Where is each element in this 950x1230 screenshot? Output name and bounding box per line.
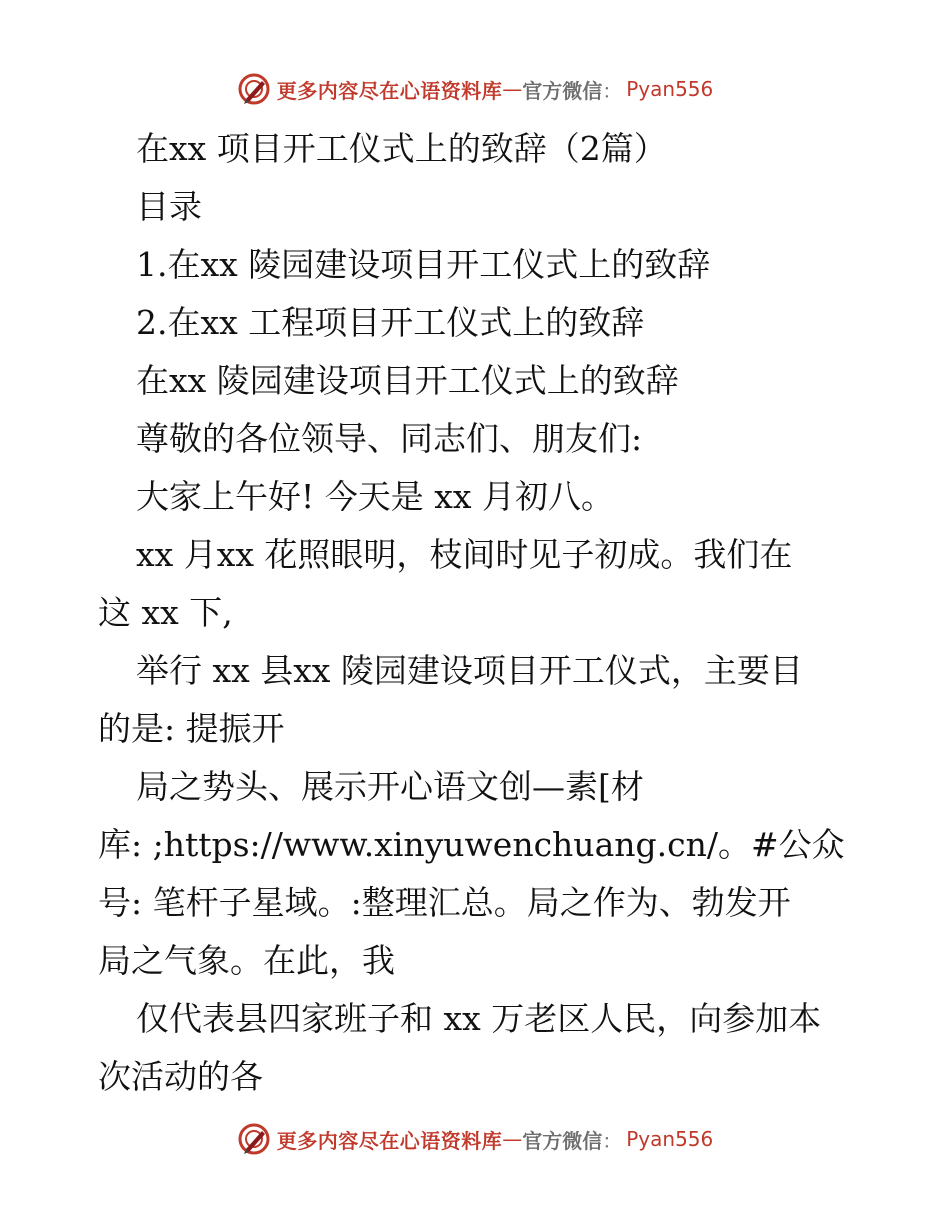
banner-colon: ：: [602, 1128, 623, 1153]
pen-logo-icon: [237, 72, 271, 106]
pen-logo-icon: [237, 1122, 271, 1156]
toc-heading: 目录: [136, 187, 202, 226]
header-banner: [0, 72, 950, 106]
banner-wechat-id: Pyan556: [626, 77, 714, 101]
paragraph-line: 这 xx 下,: [98, 593, 233, 632]
banner-separator: —: [502, 77, 523, 101]
banner-wechat-id: Pyan556: [626, 1127, 714, 1151]
banner-label: 官方微信: [522, 1128, 603, 1153]
banner-text: 更多内容尽在心语资料库: [276, 1128, 503, 1153]
toc-item-2: 2.在xx 工程项目开工仪式上的致辞: [136, 303, 645, 342]
paragraph-line: 举行 xx 县xx 陵园建设项目开工仪式，主要目: [136, 651, 803, 690]
paragraph-line: 局之气象。在此，我: [98, 941, 395, 980]
salutation: 尊敬的各位领导、同志们、朋友们:: [136, 419, 643, 458]
paragraph-line: 局之势头、展示开心语文创—素[材: [136, 767, 644, 806]
section-title: 在xx 陵园建设项目开工仪式上的致辞: [136, 361, 679, 400]
paragraph-line: 库: ;https://www.xinyuwenchuang.cn/。#公众: [98, 825, 845, 864]
paragraph-line: xx 月xx 花照眼明，枝间时见子初成。我们在: [136, 535, 793, 574]
paragraph-line: 的是: 提振开: [98, 709, 285, 748]
banner-text: 更多内容尽在心语资料库: [276, 78, 503, 103]
document-title: 在xx 项目开工仪式上的致辞（2篇）: [136, 129, 667, 168]
footer-banner: [0, 1122, 950, 1156]
toc-item-1: 1.在xx 陵园建设项目开工仪式上的致辞: [136, 245, 711, 284]
banner-separator: —: [502, 1127, 523, 1151]
paragraph-line: 次活动的各: [98, 1057, 263, 1096]
banner-colon: ：: [602, 78, 623, 103]
document-body: [98, 120, 878, 1106]
paragraph-line: 仅代表县四家班子和 xx 万老区人民，向参加本: [136, 999, 822, 1038]
paragraph-line: 号: 笔杆子星域。:整理汇总。局之作为、勃发开: [98, 883, 791, 922]
greeting-line: 大家上午好! 今天是 xx 月初八。: [136, 477, 614, 516]
banner-label: 官方微信: [522, 78, 603, 103]
